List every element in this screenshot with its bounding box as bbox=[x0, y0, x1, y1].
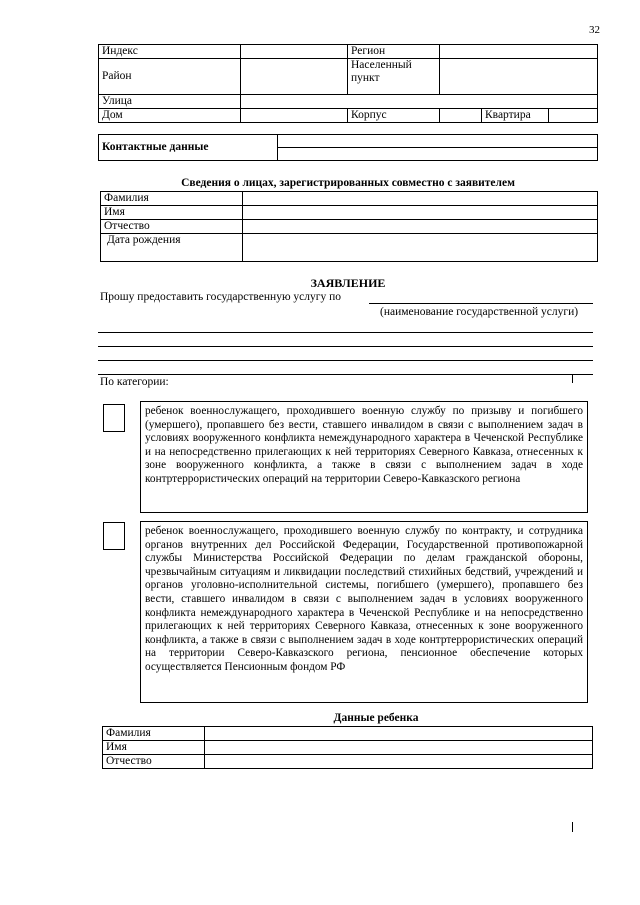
request-text: Прошу предоставить государственную услугу по bbox=[100, 291, 341, 303]
contacts-label: Контактные данные bbox=[99, 135, 278, 161]
service-hint: (наименование государственной услуги) bbox=[380, 306, 579, 318]
patronymic-label: Отчество bbox=[101, 220, 243, 234]
street-label: Улица bbox=[99, 95, 241, 109]
name-field[interactable] bbox=[243, 206, 598, 220]
name-label: Имя bbox=[101, 206, 243, 220]
child-name-label: Имя bbox=[103, 741, 205, 755]
contacts-field-2[interactable] bbox=[278, 148, 598, 161]
category-1-text: ребенок военнослужащего, проходившего военную службу по призыву и погибшего (умершего), пропавшего без вести, ставшего инвалидом в связи с выполнением задач в условиях вооруженного конфликта немеждународного характера в Чеченской Республике и на непосредственно прилегающих к ней территориях Северного Кавказа, отнесенных к зоне вооруженного конфликта, а также в связи с выполнением задач в ходе контртеррористических операций на территории Северо-Кавказского региона bbox=[140, 401, 588, 513]
service-line-4[interactable] bbox=[98, 360, 593, 361]
house-field[interactable] bbox=[241, 109, 348, 123]
street-field[interactable] bbox=[241, 95, 598, 109]
address-table bbox=[98, 44, 598, 123]
service-line-2[interactable] bbox=[98, 332, 593, 333]
birthdate-field[interactable] bbox=[243, 234, 598, 262]
child-surname-field[interactable] bbox=[205, 727, 593, 741]
co-registered-table bbox=[100, 191, 598, 262]
region-label: Регион bbox=[348, 45, 440, 59]
scan-mark bbox=[572, 822, 573, 832]
patronymic-field[interactable] bbox=[243, 220, 598, 234]
service-line-5[interactable] bbox=[98, 374, 593, 375]
tick-mark bbox=[572, 375, 573, 383]
category-2-text: ребенок военнослужащего, проходившего военную службу по контракту, и сотрудника органов внутренних дел Российской Федерации, Государственной противопожарной службы Министерства Российской Федерации по делам гражданской обороны, чрезвычайным ситуациям и ликвидации последствий стихийных бедствий, учреждений и органов уголовно-исполнительной системы, погибшего (умершего), пропавшего без вести, ставшего инвалидом в связи с выполнением задач в условиях вооруженного конфликта немеждународного характера в Чеченской Республике и на непосредственно прилегающих к ней территориях Северного Кавказа, отнесенных к зоне вооруженного конфликта, а также в связи с выполнением задач в ходе контртеррористических операций на территории Северо-Кавказского региона, пенсионное обеспечение которых осуществляется Пенсионным фондом РФ bbox=[140, 521, 588, 703]
co-registered-title: Сведения о лицах, зарегистрированных совместно с заявителем bbox=[181, 177, 515, 189]
district-field[interactable] bbox=[241, 59, 348, 95]
locality-label: Населенный пункт bbox=[348, 59, 440, 95]
birthdate-label: Дата рождения bbox=[101, 234, 243, 262]
apartment-field[interactable] bbox=[549, 109, 598, 123]
category-1-checkbox[interactable] bbox=[103, 404, 125, 432]
service-name-line[interactable] bbox=[369, 303, 593, 304]
application-title: ЗАЯВЛЕНИЕ bbox=[310, 276, 386, 290]
child-patronymic-label: Отчество bbox=[103, 755, 205, 769]
category-2-checkbox[interactable] bbox=[103, 522, 125, 550]
index-field[interactable] bbox=[241, 45, 348, 59]
index-label: Индекс bbox=[99, 45, 241, 59]
surname-label: Фамилия bbox=[101, 192, 243, 206]
contacts-field-1[interactable] bbox=[278, 135, 598, 148]
district-label: Район bbox=[99, 59, 241, 95]
region-field[interactable] bbox=[440, 45, 598, 59]
surname-field[interactable] bbox=[243, 192, 598, 206]
child-name-field[interactable] bbox=[205, 741, 593, 755]
category-label: По категории: bbox=[100, 376, 169, 388]
house-label: Дом bbox=[99, 109, 241, 123]
building-field[interactable] bbox=[440, 109, 482, 123]
locality-field[interactable] bbox=[440, 59, 598, 95]
building-label: Корпус bbox=[348, 109, 440, 123]
contacts-table bbox=[98, 134, 598, 161]
child-patronymic-field[interactable] bbox=[205, 755, 593, 769]
service-line-3[interactable] bbox=[98, 346, 593, 347]
child-table bbox=[102, 726, 593, 769]
child-title: Данные ребенка bbox=[333, 712, 419, 724]
child-surname-label: Фамилия bbox=[103, 727, 205, 741]
page-number: 32 bbox=[589, 24, 600, 36]
apartment-label: Квартира bbox=[482, 109, 549, 123]
